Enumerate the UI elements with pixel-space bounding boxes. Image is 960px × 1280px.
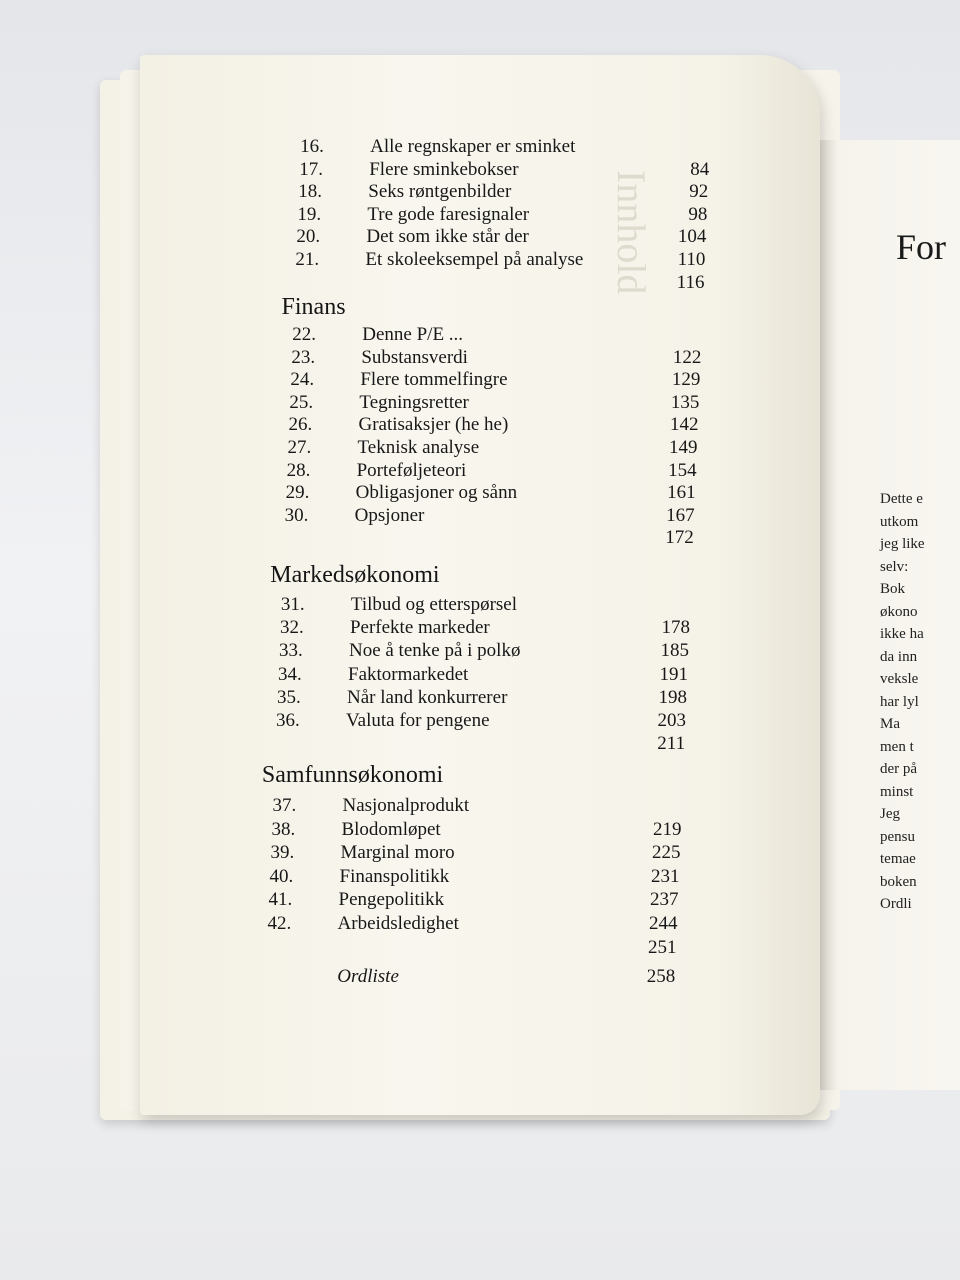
facing-page-line: ikke ha (880, 626, 924, 642)
chapter-title: Tre gode faresignaler (367, 203, 530, 225)
page-number: 178 (661, 617, 690, 639)
chapter-title: Substansverdi (361, 346, 468, 368)
chapter-title: Et skoleeksempel på analyse (365, 249, 584, 270)
chapter-number: 20. (296, 226, 321, 248)
chapter-title: Faktormarkedet (348, 663, 469, 685)
chapter-title: Arbeidsledighet (337, 913, 459, 934)
chapter-title: Marginal moro (340, 842, 455, 864)
chapter-number: 23. (291, 346, 316, 368)
page-number: 104 (677, 226, 707, 248)
section-heading: Finans (281, 294, 346, 320)
chapter-number: 24. (290, 369, 315, 391)
facing-page-line: pensu (880, 828, 915, 845)
page-number: 231 (651, 865, 680, 887)
chapter-title: Obligasjoner og sånn (355, 482, 518, 504)
chapter-number: 19. (297, 203, 322, 225)
chapter-number: 34. (278, 663, 302, 685)
show-through-heading: Innhold (609, 170, 654, 295)
page-number: 185 (660, 640, 689, 662)
page-number: 211 (657, 733, 686, 755)
facing-page-line: har lyl (880, 693, 919, 710)
facing-page-line: utkom (880, 513, 919, 530)
facing-page-line: minst (880, 783, 914, 800)
chapter-title: Opsjoner (354, 504, 425, 526)
page-number: 149 (669, 437, 698, 458)
chapter-title: Blodomløpet (341, 818, 441, 840)
facing-page-line: økono (880, 603, 918, 620)
page-number: 258 (646, 966, 676, 987)
chapter-number: 18. (298, 181, 323, 203)
chapter-number: 35. (277, 686, 301, 708)
facing-page-line: Ordli (880, 896, 912, 912)
chapter-title: Det som ikke står der (366, 226, 529, 248)
chapter-number: 28. (286, 459, 311, 481)
page-number: 251 (648, 936, 677, 958)
page-number: 219 (652, 818, 682, 840)
chapter-number: 21. (295, 249, 320, 270)
facing-page-line: veksle (880, 671, 919, 687)
facing-page-line: men t (880, 738, 914, 755)
page-number: 191 (659, 663, 688, 685)
chapter-title: Pengepolitikk (338, 889, 445, 911)
chapter-number: 42. (267, 913, 292, 934)
chapter-title: Når land konkurrerer (347, 686, 508, 708)
chapter-title: Denne P/E ... (362, 324, 464, 345)
facing-page-line: der på (880, 761, 918, 777)
chapter-number: 25. (289, 391, 314, 413)
chapter-title: Finanspolitikk (339, 865, 450, 887)
page-number: 92 (689, 181, 709, 203)
facing-page-line: boken (880, 873, 917, 890)
page-number: 98 (688, 203, 708, 225)
chapter-title: Gratisaksjer (he he) (358, 414, 509, 436)
glossary-title: Ordliste (337, 966, 399, 987)
facing-page-line: Ma (880, 716, 900, 732)
page-number: 167 (666, 504, 695, 526)
facing-page-line: Jeg (880, 806, 900, 822)
chapter-title: Teknisk analyse (357, 437, 480, 458)
chapter-number: 38. (271, 818, 296, 840)
page-number: 237 (650, 889, 679, 911)
chapter-title: Porteføljeteori (356, 459, 467, 481)
chapter-number: 17. (299, 158, 323, 180)
page-number: 154 (668, 459, 697, 481)
chapter-title: Perfekte markeder (349, 617, 490, 639)
chapter-number: 39. (270, 842, 295, 864)
facing-page-line: Dette e (880, 491, 923, 507)
chapter-number: 33. (278, 640, 303, 662)
page-number: 244 (649, 913, 678, 934)
page-number: 122 (672, 346, 702, 368)
facing-page-line: da inn (880, 648, 918, 665)
facing-page-title: For (896, 227, 947, 267)
page-number: 225 (652, 842, 681, 864)
chapter-number: 31. (280, 594, 305, 615)
chapter-title: Tegningsretter (359, 391, 469, 413)
page-number: 203 (657, 710, 687, 731)
chapter-number: 26. (288, 414, 313, 436)
chapter-title: Flere sminkebokser (369, 158, 519, 180)
page-number: 161 (667, 482, 696, 504)
chapter-title: Noe å tenke på i polkø (348, 640, 521, 662)
chapter-title: Tilbud og etterspørsel (350, 594, 517, 615)
facing-page-line: jeg like (880, 536, 925, 552)
page-number: 129 (671, 369, 701, 391)
section-heading: Markedsøkonomi (270, 562, 440, 588)
page-number: 116 (676, 271, 705, 293)
chapter-number: 36. (276, 710, 300, 731)
facing-page-line: selv: (880, 558, 909, 575)
section-heading: Samfunnsøkonomi (261, 762, 444, 788)
chapter-title: Seks røntgenbilder (368, 181, 512, 203)
chapter-number: 27. (287, 437, 312, 458)
chapter-number: 32. (279, 617, 304, 639)
facing-page-line: temae (880, 851, 916, 867)
chapter-title: Nasjonalprodukt (342, 795, 470, 816)
page-number: 110 (677, 249, 706, 270)
chapter-number: 41. (268, 889, 293, 911)
page-number: 142 (669, 414, 699, 436)
chapter-title: Alle regnskaper er sminket (370, 136, 576, 157)
chapter-number: 22. (292, 324, 317, 345)
facing-page-text (880, 488, 925, 916)
facing-page-line: Bok (880, 581, 906, 597)
chapter-title: Flere tommelfingre (360, 369, 508, 391)
page-number: 135 (670, 391, 700, 413)
page-number: 198 (658, 686, 688, 708)
chapter-number: 30. (284, 504, 309, 526)
page-number: 84 (690, 158, 710, 180)
chapter-number: 16. (300, 136, 324, 157)
chapter-number: 37. (272, 795, 297, 816)
page-number: 172 (665, 527, 694, 549)
chapter-number: 29. (285, 482, 310, 504)
chapter-number: 40. (269, 865, 294, 887)
chapter-title: Valuta for pengene (346, 710, 490, 731)
